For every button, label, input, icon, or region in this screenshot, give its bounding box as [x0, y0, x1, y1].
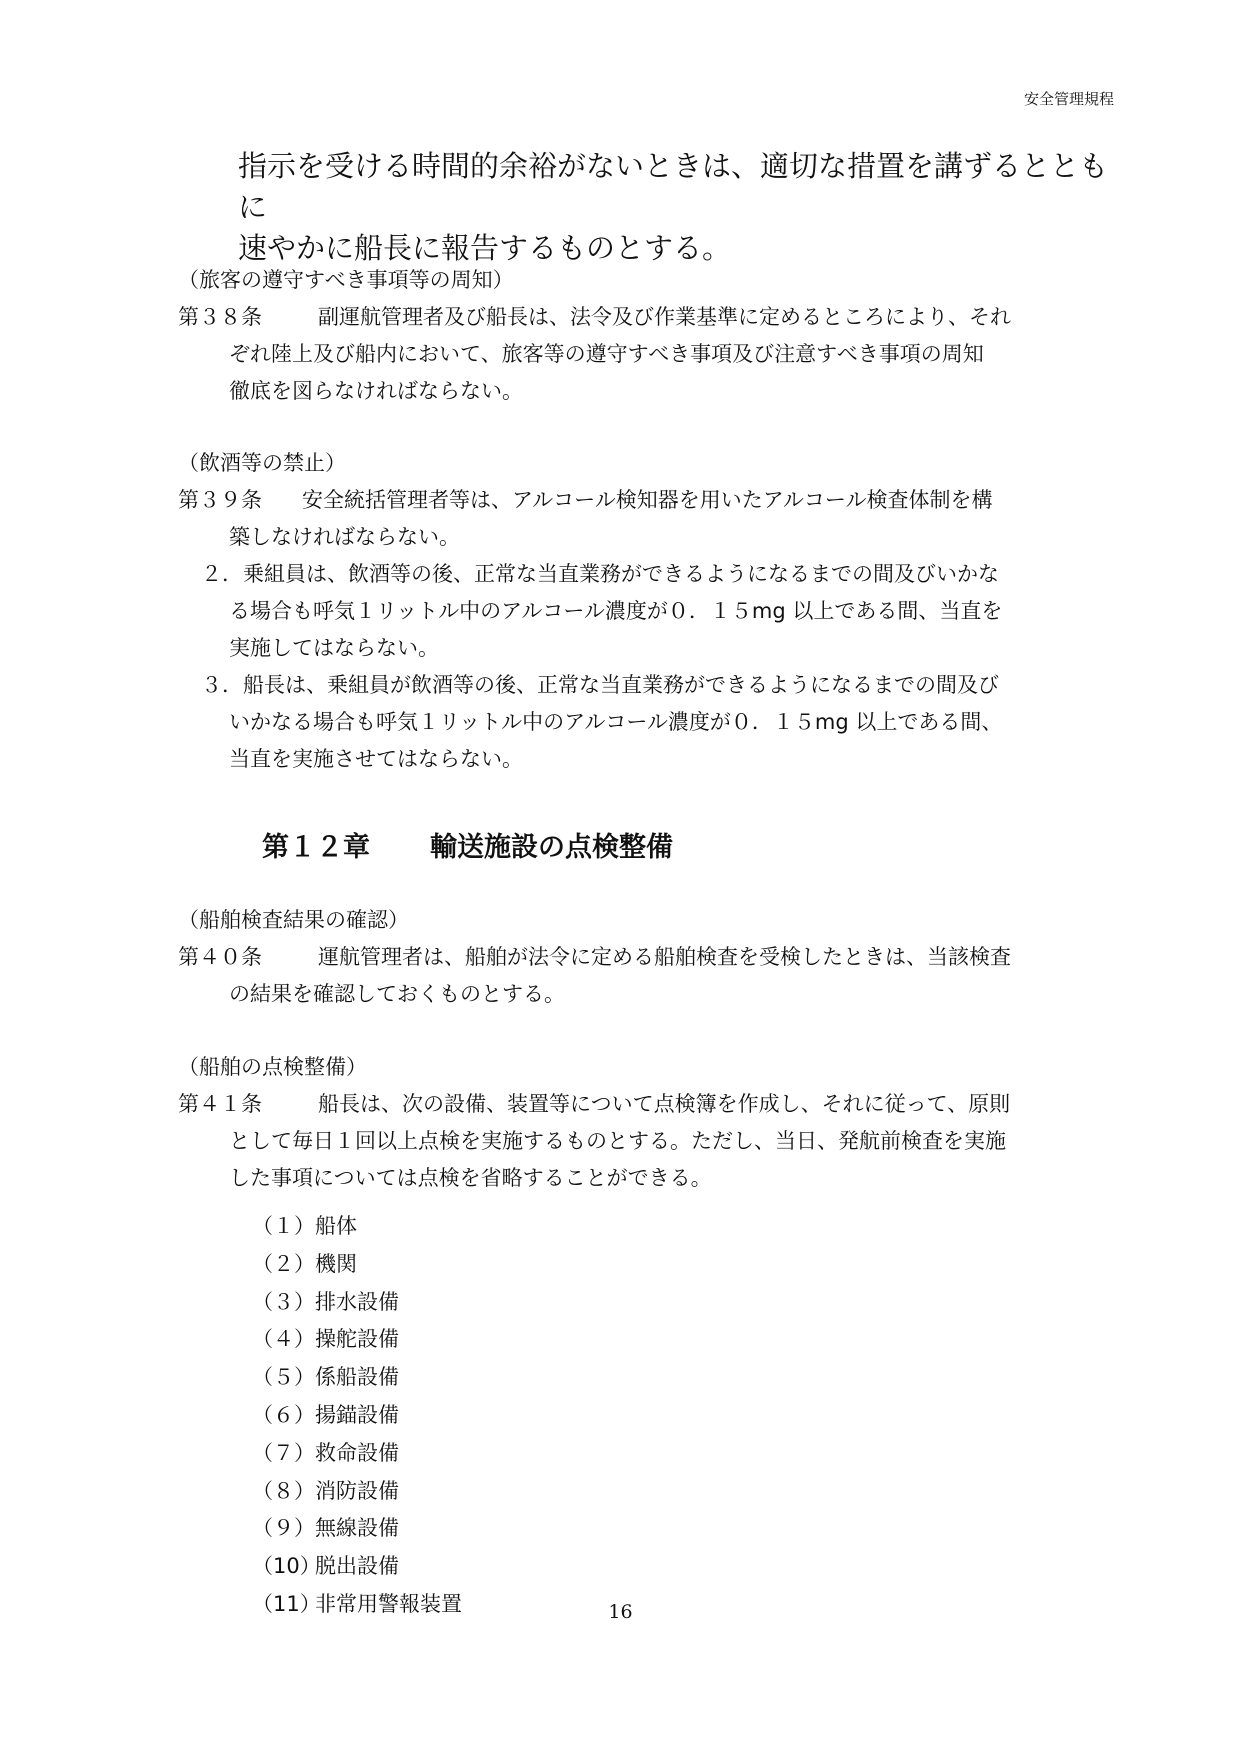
text-line: いかなる場合も呼気１リットル中のアルコール濃度が０．１５mg 以上である間、 — [229, 710, 1003, 734]
inspection-item-list — [252, 1208, 462, 1624]
text-line: る場合も呼気１リットル中のアルコール濃度が０．１５mg 以上である間、当直を — [229, 599, 1003, 623]
list-item — [252, 1548, 462, 1586]
article-number: 第４０条 — [178, 945, 262, 969]
item-label: （10） — [252, 1554, 321, 1579]
item-label: （８） — [252, 1478, 315, 1503]
running-header: 安全管理規程 — [1023, 90, 1114, 108]
list-item — [252, 1473, 462, 1511]
article-number: 第４１条 — [178, 1092, 262, 1116]
list-item — [252, 1246, 462, 1284]
item-text: 排水設備 — [315, 1289, 399, 1314]
article-number: 第３９条 — [178, 488, 262, 512]
item-label: （５） — [252, 1365, 315, 1390]
text-line: 徹底を図らなければならない。 — [229, 379, 523, 403]
chapter-heading — [262, 828, 673, 868]
paragraph-3-line: ３．船長は、乗組員が飲酒等の後、正常な当直業務ができるようになるまでの間及び — [201, 673, 999, 697]
list-item — [252, 1510, 462, 1548]
text-line: 安全統括管理者等は、アルコール検知器を用いたアルコール検査体制を構 — [302, 488, 993, 512]
chapter-number: 第１２章 — [262, 832, 370, 863]
item-text: 揚錨設備 — [315, 1402, 399, 1427]
article-heading: （船舶検査結果の確認） — [178, 908, 409, 932]
text-line: ぞれ陸上及び船内において、旅客等の遵守すべき事項及び注意すべき事項の周知 — [229, 342, 984, 366]
list-item — [252, 1435, 462, 1473]
paragraph-2-line: ２．乗組員は、飲酒等の後、正常な当直業務ができるようになるまでの間及びいかな — [201, 562, 999, 586]
text-line: 副運航管理者及び船長は、法令及び作業基準に定めるところにより、それ — [318, 305, 1011, 329]
text-line: として毎日１回以上点検を実施するものとする。ただし、当日、発航前検査を実施 — [229, 1129, 1006, 1153]
article-39 — [178, 445, 1120, 778]
item-text: 消防設備 — [315, 1478, 399, 1503]
item-label: （９） — [252, 1516, 315, 1541]
item-label: （６） — [252, 1402, 315, 1427]
continued-paragraph — [238, 146, 1118, 269]
article-heading: （船舶の点検整備） — [178, 1055, 367, 1079]
item-text: 機関 — [315, 1251, 357, 1276]
list-item — [252, 1321, 462, 1359]
item-label: （２） — [252, 1251, 315, 1276]
item-label: （11） — [252, 1591, 321, 1616]
text-line: 築しなければならない。 — [229, 525, 460, 549]
article-41 — [178, 1049, 1120, 1197]
item-text: 救命設備 — [315, 1440, 399, 1465]
list-item — [252, 1397, 462, 1435]
text-line: 速やかに船長に報告するものとする。 — [238, 231, 732, 265]
item-text: 係船設備 — [315, 1365, 399, 1390]
item-text: 非常用警報装置 — [315, 1591, 462, 1616]
text-line: の結果を確認しておくものとする。 — [229, 982, 565, 1006]
page-number: 16 — [608, 1601, 633, 1623]
article-heading: （旅客の遵守すべき事項等の周知） — [178, 268, 514, 292]
list-item — [252, 1208, 462, 1246]
article-38 — [178, 262, 1120, 410]
item-text: 操舵設備 — [315, 1327, 399, 1352]
chapter-title: 輸送施設の点検整備 — [430, 832, 673, 863]
text-line: 船長は、次の設備、装置等について点検簿を作成し、それに従って、原則 — [318, 1092, 1011, 1116]
article-40 — [178, 902, 1120, 1013]
list-item — [252, 1359, 462, 1397]
text-line: 実施してはならない。 — [229, 636, 439, 660]
item-label: （４） — [252, 1327, 315, 1352]
text-line: 指示を受ける時間的余裕がないときは、適切な措置を講ずるとともに — [238, 149, 1109, 224]
text-line: 運航管理者は、船舶が法令に定める船舶検査を受検したときは、当該検査 — [318, 945, 1011, 969]
item-text: 無線設備 — [315, 1516, 399, 1541]
list-item — [252, 1284, 462, 1322]
article-heading: （飲酒等の禁止） — [178, 451, 346, 475]
text-line: 当直を実施させてはならない。 — [229, 747, 523, 771]
item-label: （３） — [252, 1289, 315, 1314]
article-number: 第３８条 — [178, 305, 262, 329]
text-line: した事項については点検を省略することができる。 — [229, 1166, 712, 1190]
item-label: （１） — [252, 1214, 315, 1238]
item-text: 脱出設備 — [315, 1554, 399, 1579]
item-label: （７） — [252, 1440, 315, 1465]
item-text: 船体 — [315, 1214, 357, 1238]
